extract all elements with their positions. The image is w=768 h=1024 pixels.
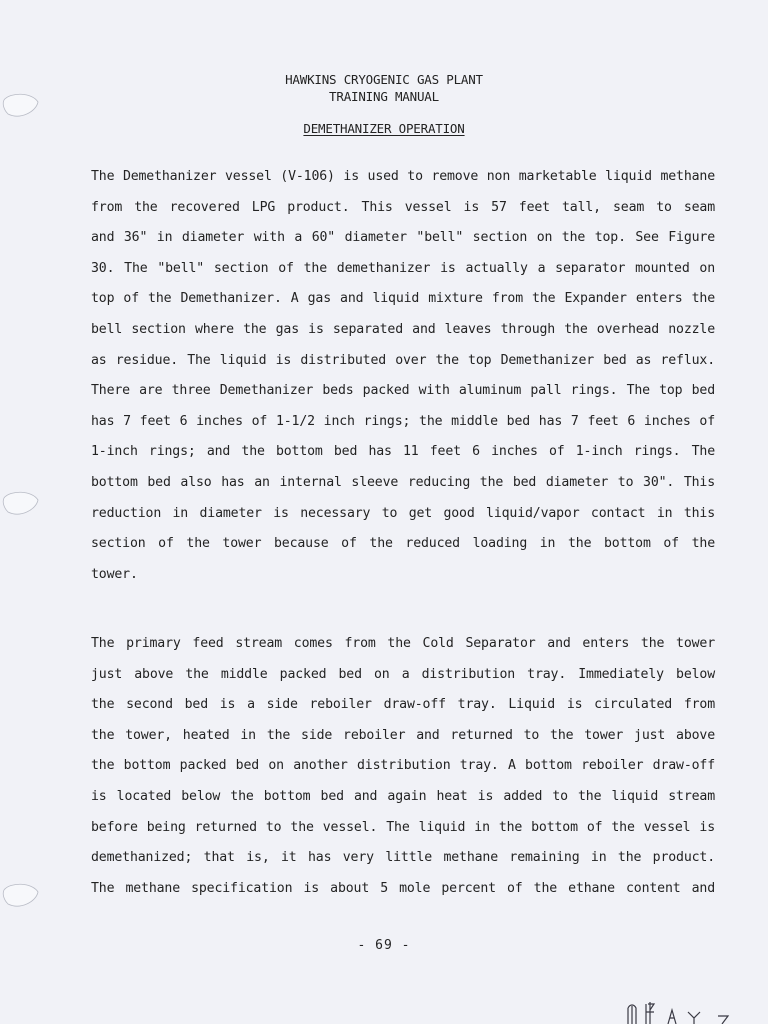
stamp-fragment	[618, 994, 738, 1024]
text-line: the tower, heated in the side reboiler and returned to the tower just above	[91, 727, 715, 743]
text-line: 1-inch rings; and the bottom bed has 11 feet 6 inches of 1-inch rings. The	[91, 444, 715, 460]
text-line: reduction in diameter is necessary to get good liquid/vapor contact in this	[91, 505, 715, 521]
punch-hole-middle	[2, 488, 40, 518]
text-line: demethanized; that is, it has very little methane remaining in the product.	[91, 850, 715, 866]
punch-hole-bottom	[2, 880, 40, 910]
text-line: bottom bed also has an internal sleeve reducing the bed diameter to 30". This	[91, 474, 715, 490]
text-line: from the recovered LPG product. This vessel is 57 feet tall, seam to seam	[91, 199, 715, 215]
text-line: the bottom packed bed on another distribution tray. A bottom reboiler draw-off	[91, 758, 715, 774]
document-subtitle: TRAINING MANUAL	[329, 89, 439, 104]
paragraph-demethanizer-vessel	[91, 162, 715, 590]
text-line: 30. The "bell" section of the demethanizer is actually a separator mounted on	[91, 260, 715, 276]
text-line: bell section where the gas is separated and leaves through the overhead nozzle	[91, 321, 715, 337]
text-line: as residue. The liquid is distributed over the top Demethanizer bed as reflux.	[91, 352, 715, 368]
text-line: There are three Demethanizer beds packed with aluminum pall rings. The top bed	[91, 383, 715, 399]
text-line: The primary feed stream comes from the Cold Separator and enters the tower	[91, 636, 715, 651]
paragraph-feed-stream	[91, 629, 715, 904]
document-title: HAWKINS CRYOGENIC GAS PLANT	[285, 72, 483, 87]
text-line: has 7 feet 6 inches of 1-1/2 inch rings; the middle bed has 7 feet 6 inches of	[91, 413, 715, 429]
text-line: The Demethanizer vessel (V-106) is used to remove non marketable liquid methane	[91, 169, 715, 184]
text-line: top of the Demethanizer. A gas and liquid mixture from the Expander enters the	[91, 291, 715, 307]
text-line: The methane specification is about 5 mole percent of the ethane content and	[91, 880, 715, 896]
text-line: just above the middle packed bed on a distribution tray. Immediately below	[91, 666, 715, 682]
text-line: tower.	[91, 566, 138, 582]
text-line: section of the tower because of the reduced loading in the bottom of the	[91, 536, 715, 552]
text-line: the second bed is a side reboiler draw-off tray. Liquid is circulated from	[91, 697, 715, 713]
page-number: - 69 -	[357, 938, 411, 953]
text-line: is located below the bottom bed and again heat is added to the liquid stream	[91, 788, 715, 804]
text-line: and 36" in diameter with a 60" diameter "bell" section on the top. See Figure	[91, 230, 715, 246]
text-line: before being returned to the vessel. The liquid in the bottom of the vessel is	[91, 819, 715, 835]
section-title: DEMETHANIZER OPERATION	[303, 121, 465, 136]
